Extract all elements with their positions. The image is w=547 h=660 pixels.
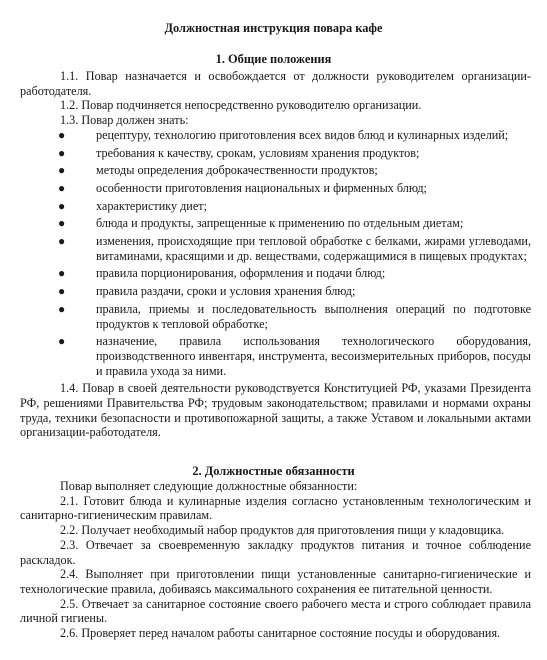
- list-item: ● методы определения доброкачественности продуктов;: [58, 163, 378, 178]
- list-item: ● блюда и продукты, запрещенные к применению по отдельным диетам;: [58, 216, 464, 231]
- bullet-icon: ●: [58, 334, 66, 349]
- paragraph-2-6: 2.6. Проверяет перед началом работы санитарное состояние посуды и оборудования.: [60, 626, 501, 641]
- bullet-icon: ●: [58, 234, 66, 249]
- paragraph-2-3: 2.3. Отвечает за своевременную закладку продуктов питания и точное соблюдение раскладок.: [20, 537, 531, 567]
- bullet-icon: ●: [58, 198, 66, 213]
- paragraph-2-intro: Повар выполняет следующие должностные обязанности:: [60, 479, 358, 493]
- list-item: ● изменения, происходящие при тепловой обработке с белками, жирами углеводами, витаминами, красящими и др. веществами, содержащимися в пищевых продуктах;: [58, 234, 531, 263]
- section-1-title: 1. Общие положения: [215, 52, 332, 66]
- paragraph-2-1: 2.1. Готовит блюда и кулинарные изделия согласно установленным технологическим и санитарно-гигиеническим правилам.: [20, 493, 531, 523]
- list-item: ● требования к качеству, срокам, условиям хранения продуктов;: [58, 145, 420, 160]
- list-item: ● правила, приемы и последовательность выполнения операций по подготовке продуктов к тепловой обработке;: [58, 301, 531, 331]
- paragraph-1-1: 1.1. Повар назначается и освобождается от должности руководителем организации-работодателя.: [20, 69, 531, 98]
- list-item: ● особенности приготовления национальных и фирменных блюд;: [58, 180, 427, 195]
- bullet-icon: ●: [58, 145, 66, 160]
- section-1-body: [20, 69, 531, 440]
- paragraph-2-2: 2.2. Получает необходимый набор продуктов для приготовления пищи у кладовщика.: [60, 523, 505, 538]
- bullet-icon: ●: [58, 216, 66, 231]
- paragraph-1-4: 1.4. Повар в своей деятельности руководствуется Конституцией РФ, указами Президента РФ, решениями Правительства РФ; трудовым законодательством; правилами и нормами охраны труда, техники безопасности и противопожарной защиты, а также Уставом и локальными актами организации-работодателя.: [20, 381, 531, 440]
- paragraph-1-3: 1.3. Повар должен знать:: [60, 113, 189, 128]
- list-item: ● рецептуру, технологию приготовления всех видов блюд и кулинарных изделий;: [58, 127, 509, 142]
- list-item: ● характеристику диет;: [58, 198, 207, 213]
- section-2-title: 2. Должностные обязанности: [192, 464, 355, 478]
- bullet-icon: ●: [58, 163, 66, 178]
- paragraph-2-5: 2.5. Отвечает за санитарное состояние своего рабочего места и строго соблюдает правила личной гигиены.: [20, 596, 531, 626]
- knowledge-list: [20, 128, 531, 379]
- paragraph-1-2: 1.2. Повар подчиняется непосредственно руководителю организации.: [60, 98, 422, 113]
- bullet-icon: ●: [58, 301, 66, 316]
- document-title: Должностная инструкция повара кафе: [164, 21, 383, 35]
- paragraph-2-4: 2.4. Выполняет при приготовлении пищи установленные санитарно-гигиенические и технологические правила, добиваясь максимального сохранения ее питательной ценности.: [20, 567, 531, 596]
- list-item: ● правила порционирования, оформления и подачи блюд;: [58, 266, 386, 281]
- bullet-icon: ●: [58, 180, 66, 195]
- section-2-body: [20, 479, 531, 641]
- bullet-icon: ●: [58, 266, 66, 281]
- bullet-icon: ●: [58, 127, 66, 142]
- bullet-icon: ●: [58, 284, 66, 299]
- list-item: ● правила раздачи, сроки и условия хранения блюд;: [58, 284, 356, 299]
- list-item: ● назначение, правила использования технологического оборудования, производственного инвентаря, инструмента, весоизмерительных приборов, посуды и правила ухода за ними.: [58, 334, 531, 378]
